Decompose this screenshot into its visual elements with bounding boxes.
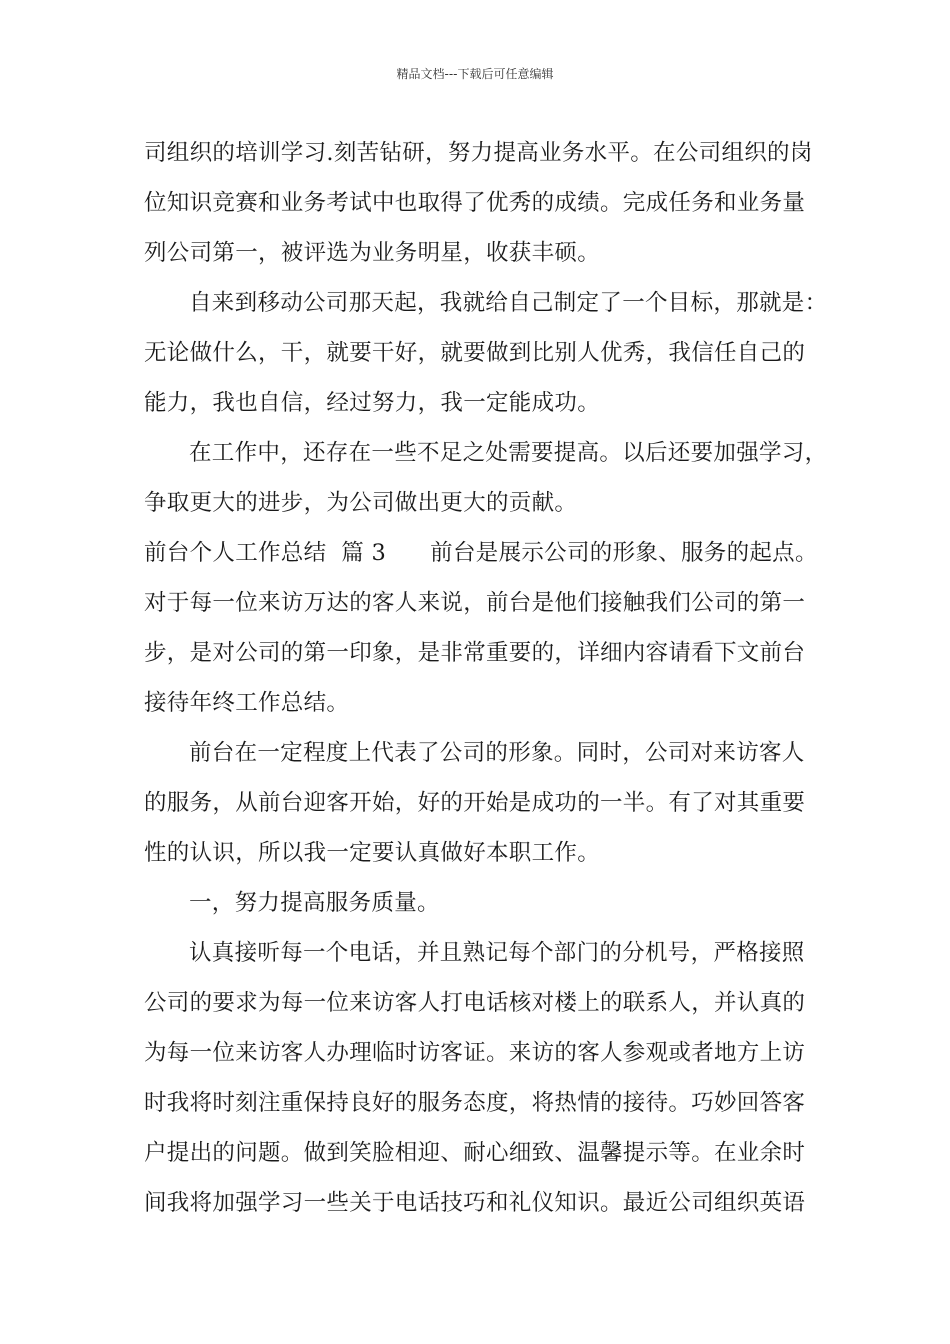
text-line: 无论做什么，干，就要干好，就要做到比别人优秀，我信任自己的 [144, 340, 806, 366]
text-line: 公司的要求为每一位来访客人打电话核对楼上的联系人，并认真的 [144, 990, 806, 1016]
text-line: 间我将加强学习一些关于电话技巧和礼仪知识。最近公司组织英语 [144, 1190, 806, 1216]
text-line: 接待年终工作总结。 [144, 690, 350, 716]
text-line: 争取更大的进步，为公司做出更大的贡献。 [144, 490, 578, 516]
section-heading: 前台个人工作总结 篇 3 [144, 540, 387, 566]
section-first-sentence: 前台是展示公司的形象、服务的起点。 [430, 540, 818, 566]
paragraph-start-line: 认真接听每一个电话，并且熟记每个部门的分机号，严格接照 [189, 940, 805, 966]
paragraph-start-line: 前台在一定程度上代表了公司的形象。同时，公司对来访客人 [189, 740, 805, 766]
text-line: 时我将时刻注重保持良好的服务态度，将热情的接待。巧妙回答客 [144, 1090, 806, 1116]
text-line: 司组织的培训学习.刻苦钻研，努力提高业务水平。在公司组织的岗 [144, 140, 813, 166]
text-line: 户提出的问题。做到笑脸相迎、耐心细致、温馨提示等。在业余时 [144, 1140, 806, 1166]
text-line: 列公司第一，被评选为业务明星，收获丰硕。 [144, 240, 601, 266]
text-line: 对于每一位来访万达的客人来说，前台是他们接触我们公司的第一 [144, 590, 806, 616]
document-body [144, 128, 828, 1228]
text-line: 为每一位来访客人办理临时访客证。来访的客人参观或者地方上访 [144, 1040, 806, 1066]
text-line: 位知识竞赛和业务考试中也取得了优秀的成绩。完成任务和业务量 [144, 190, 806, 216]
text-line: 的服务，从前台迎客开始，好的开始是成功的一半。有了对其重要 [144, 790, 806, 816]
text-line: 性的认识，所以我一定要认真做好本职工作。 [144, 840, 601, 866]
text-line: 步，是对公司的第一印象，是非常重要的，详细内容请看下文前台 [144, 640, 806, 666]
paragraph-start-line: 自来到移动公司那天起，我就给自己制定了一个目标，那就是： [189, 290, 828, 316]
page-header: 精品文档---下载后可任意编辑 [396, 67, 554, 81]
subheading-line: 一，努力提高服务质量。 [189, 890, 440, 916]
paragraph-start-line: 在工作中，还存在一些不足之处需要提高。以后还要加强学习， [189, 440, 828, 466]
section-heading-line [144, 528, 824, 578]
text-line: 能力，我也自信，经过努力，我一定能成功。 [144, 390, 601, 416]
